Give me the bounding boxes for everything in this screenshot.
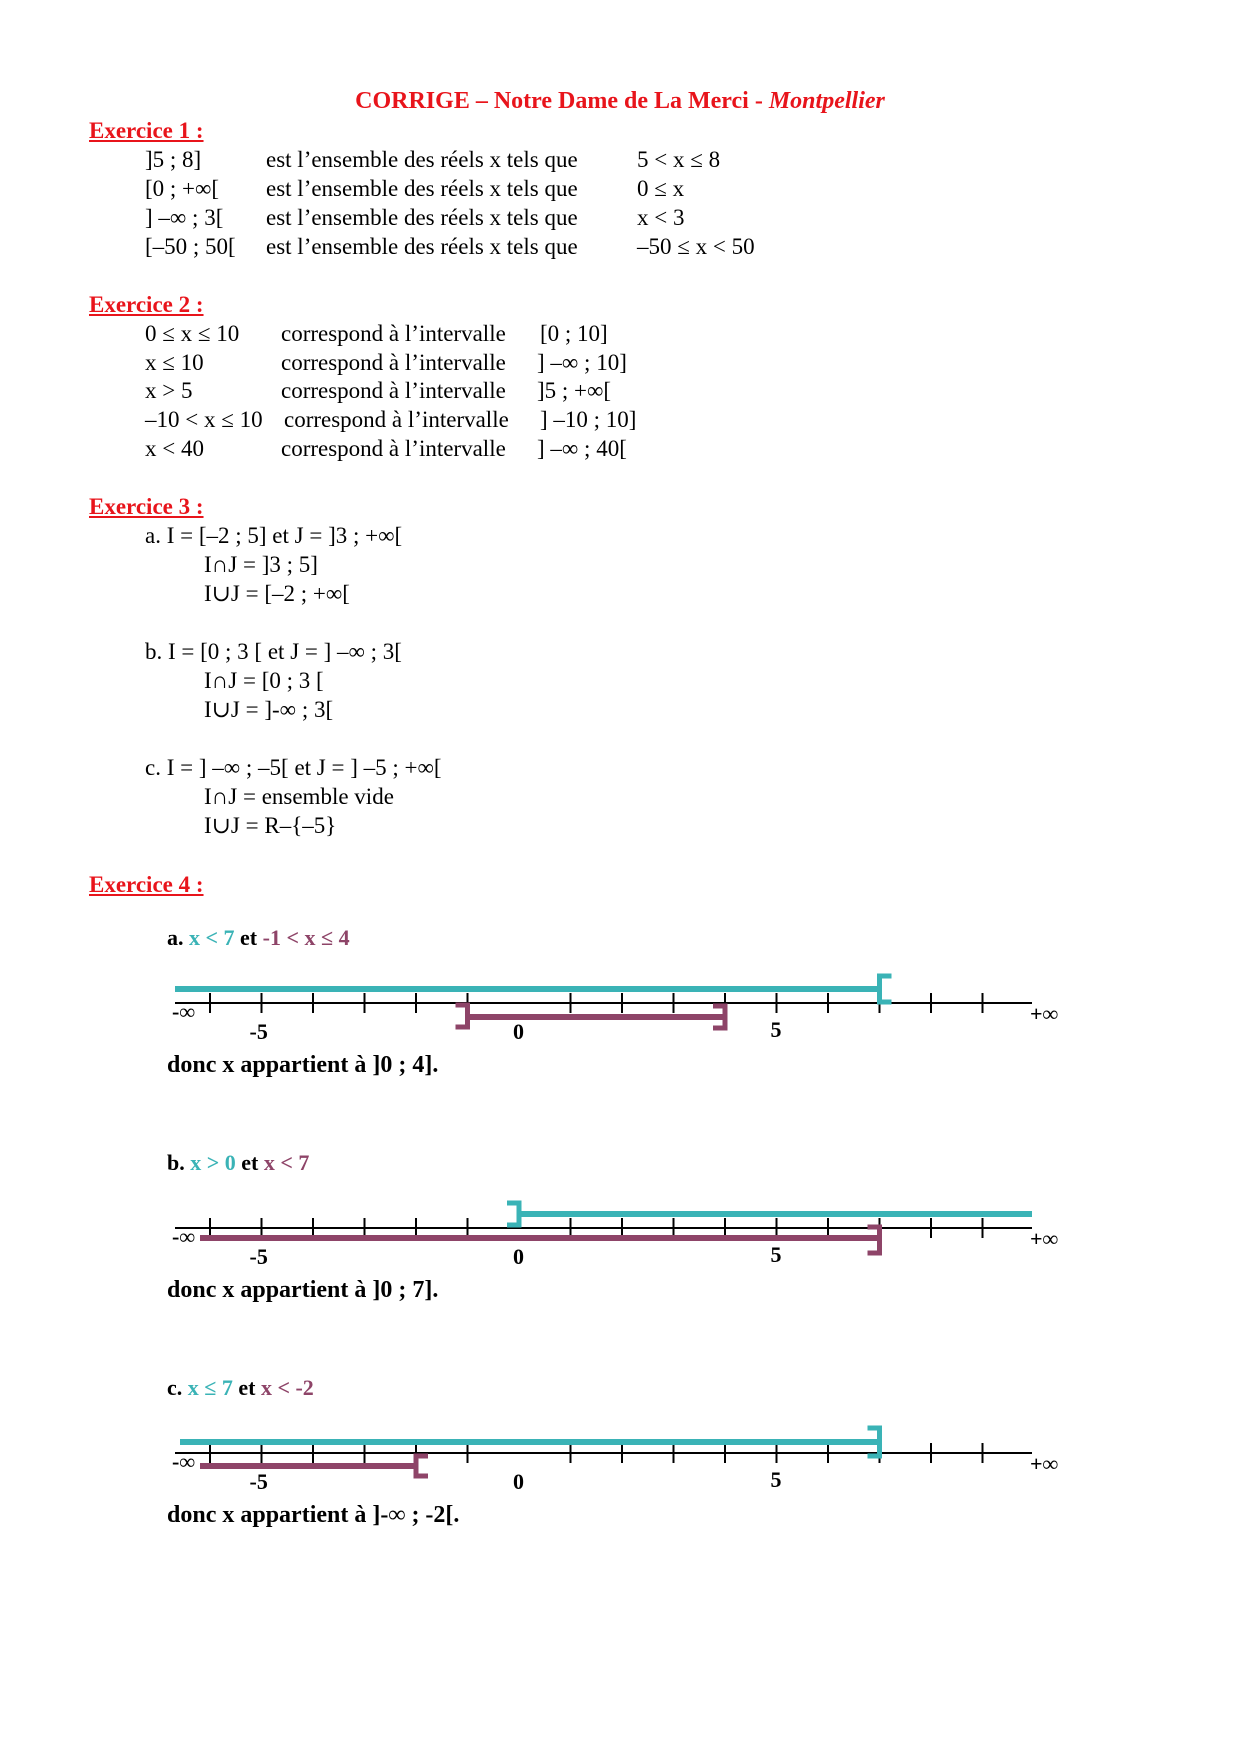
ex4-b-conclusion: donc x appartient à ]0 ; 7].: [167, 1277, 439, 1303]
ex4-a-conclusion: donc x appartient à ]0 ; 4].: [167, 1052, 439, 1078]
tick-label-5: 5: [770, 1467, 782, 1492]
tick-label-0: 0: [513, 1019, 524, 1044]
exercise-3-heading: Exercice 3 :: [89, 494, 204, 519]
tick-label-5: 5: [770, 1242, 782, 1267]
ex4-c-statement: c. x ≤ 7 et x < -2: [167, 1375, 314, 1400]
tick-label-0: 0: [513, 1244, 524, 1269]
teal-bracket: [880, 976, 892, 1002]
tick-label-minus-5: -5: [249, 1019, 268, 1044]
magenta-bracket: [416, 1456, 428, 1476]
minus-infinity-label: -∞: [172, 1449, 196, 1474]
tick-label-minus-5: -5: [249, 1244, 268, 1269]
plus-infinity-label: +∞: [1030, 1226, 1059, 1251]
magenta-bracket-left: [456, 1005, 468, 1027]
minus-infinity-label: -∞: [172, 999, 196, 1024]
ex3-union: I∪J = R–{–5}: [204, 813, 337, 838]
plus-infinity-label: +∞: [1030, 1001, 1059, 1026]
tick-label-minus-5: -5: [249, 1469, 268, 1494]
tick-label-5: 5: [770, 1017, 782, 1042]
ex3-intersection: I∩J = ensemble vide: [204, 784, 394, 809]
tick-label-0: 0: [513, 1469, 524, 1494]
exercise-4-heading: Exercice 4 :: [89, 872, 204, 897]
ex4-c-conclusion: donc x appartient à ]-∞ ; -2[.: [167, 1502, 460, 1528]
exercise-1-heading: Exercice 1 :: [89, 118, 204, 143]
plus-infinity-label: +∞: [1030, 1451, 1059, 1476]
ex3-union: I∪J = ]-∞ ; 3[: [204, 697, 334, 722]
ex3-def: a. I = [–2 ; 5] et J = ]3 ; +∞[: [145, 523, 403, 548]
ex4-a-statement: a. x < 7 et -1 < x ≤ 4: [167, 925, 350, 950]
teal-bracket: [507, 1203, 519, 1225]
ex3-def: c. I = ] –∞ ; –5[ et J = ] –5 ; +∞[: [145, 755, 442, 780]
ex3-union: I∪J = [–2 ; +∞[: [204, 581, 350, 606]
ex3-intersection: I∩J = ]3 ; 5]: [204, 552, 318, 577]
minus-infinity-label: -∞: [172, 1224, 196, 1249]
title-city: Montpellier: [768, 88, 885, 114]
ex4-b-statement: b. x > 0 et x < 7: [167, 1150, 310, 1175]
ex3-intersection: I∩J = [0 ; 3 [: [204, 668, 324, 693]
title-main: CORRIGE – Notre Dame de La Merci -: [355, 88, 769, 114]
ex3-def: b. I = [0 ; 3 [ et J = ] –∞ ; 3[: [145, 639, 402, 664]
exercise-2-heading: Exercice 2 :: [89, 292, 204, 317]
